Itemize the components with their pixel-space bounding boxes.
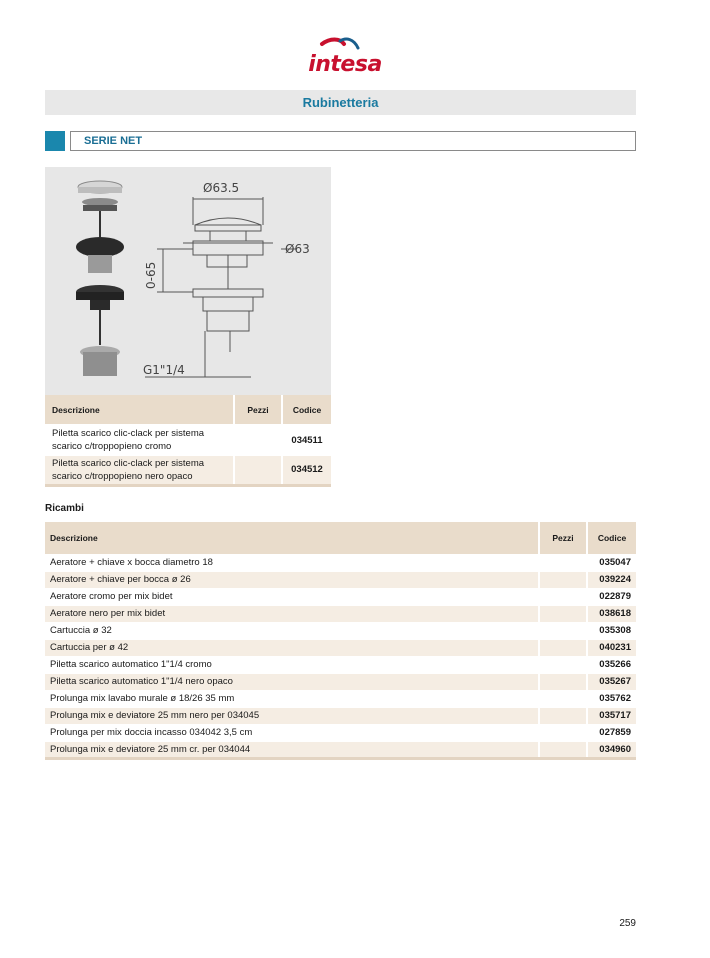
table-row xyxy=(45,622,636,639)
table-header-row xyxy=(45,522,636,554)
row-description: Piletta scarico clic-clack per sistema scarico c/troppopieno nero opaco xyxy=(45,455,234,485)
col-header-description: Descrizione xyxy=(45,395,234,425)
row-code: 035047 xyxy=(587,554,636,571)
col-header-code: Codice xyxy=(587,522,636,554)
row-qty xyxy=(539,588,587,605)
table-row xyxy=(45,455,331,485)
row-qty xyxy=(234,425,282,455)
row-code: 034512 xyxy=(282,455,331,485)
table-row xyxy=(45,639,636,656)
row-code: 035762 xyxy=(587,690,636,707)
table-row xyxy=(45,554,636,571)
section-title: Rubinetteria xyxy=(45,90,636,115)
brand-logo xyxy=(300,36,390,82)
row-code: 039224 xyxy=(587,571,636,588)
row-description: Prolunga mix e deviatore 25 mm nero per 034045 xyxy=(45,707,539,724)
page-number: 259 xyxy=(619,918,636,929)
row-code: 035308 xyxy=(587,622,636,639)
logo-text: intesa xyxy=(308,52,382,77)
col-header-qty: Pezzi xyxy=(539,522,587,554)
product-image xyxy=(45,167,331,395)
row-qty xyxy=(539,656,587,673)
row-qty xyxy=(539,622,587,639)
dimension-thread: G1"1/4 xyxy=(143,363,185,377)
series-title: SERIE NET xyxy=(70,131,636,151)
technical-drawing xyxy=(145,197,297,377)
row-code: 038618 xyxy=(587,605,636,622)
row-code: 022879 xyxy=(587,588,636,605)
row-description: Aeratore + chiave x bocca diametro 18 xyxy=(45,554,539,571)
table-row xyxy=(45,425,331,455)
row-description: Prolunga per mix doccia incasso 034042 3,5 cm xyxy=(45,724,539,741)
row-code: 035266 xyxy=(587,656,636,673)
row-code: 035717 xyxy=(587,707,636,724)
row-code: 027859 xyxy=(587,724,636,741)
table-header-row xyxy=(45,395,331,425)
row-qty xyxy=(539,690,587,707)
row-description: Prolunga mix e deviatore 25 mm cr. per 034044 xyxy=(45,741,539,758)
table-row xyxy=(45,724,636,741)
table-row xyxy=(45,741,636,758)
row-description: Piletta scarico automatico 1"1/4 cromo xyxy=(45,656,539,673)
row-description: Cartuccia per ø 42 xyxy=(45,639,539,656)
table-row xyxy=(45,571,636,588)
row-description: Prolunga mix lavabo murale ø 18/26 35 mm xyxy=(45,690,539,707)
row-qty xyxy=(539,571,587,588)
table-row xyxy=(45,605,636,622)
spares-title: Ricambi xyxy=(45,503,84,514)
spares-table xyxy=(45,522,636,760)
table-row xyxy=(45,673,636,690)
row-qty xyxy=(539,639,587,656)
product-photo-chrome xyxy=(76,181,124,273)
row-code: 040231 xyxy=(587,639,636,656)
row-description: Aeratore cromo per mix bidet xyxy=(45,588,539,605)
row-qty xyxy=(234,455,282,485)
row-qty xyxy=(539,605,587,622)
series-marker xyxy=(45,131,65,151)
row-description: Piletta scarico automatico 1"1/4 nero opaco xyxy=(45,673,539,690)
table-row xyxy=(45,707,636,724)
table-row xyxy=(45,656,636,673)
dimension-side: Ø63 xyxy=(285,242,310,256)
product-table xyxy=(45,395,331,487)
col-header-qty: Pezzi xyxy=(234,395,282,425)
row-qty xyxy=(539,554,587,571)
col-header-description: Descrizione xyxy=(45,522,539,554)
col-header-code: Codice xyxy=(282,395,331,425)
row-code: 034511 xyxy=(282,425,331,455)
row-description: Aeratore + chiave per bocca ø 26 xyxy=(45,571,539,588)
row-qty xyxy=(539,724,587,741)
row-description: Cartuccia ø 32 xyxy=(45,622,539,639)
table-row xyxy=(45,588,636,605)
dimension-top: Ø63.5 xyxy=(203,181,240,195)
row-qty xyxy=(539,741,587,758)
row-qty xyxy=(539,673,587,690)
product-photo-black xyxy=(76,285,124,376)
row-code: 034960 xyxy=(587,741,636,758)
dimension-height: 0-65 xyxy=(144,261,158,289)
row-qty xyxy=(539,707,587,724)
row-description: Aeratore nero per mix bidet xyxy=(45,605,539,622)
table-row xyxy=(45,690,636,707)
row-description: Piletta scarico clic-clack per sistema scarico c/troppopieno cromo xyxy=(45,425,234,455)
row-code: 035267 xyxy=(587,673,636,690)
